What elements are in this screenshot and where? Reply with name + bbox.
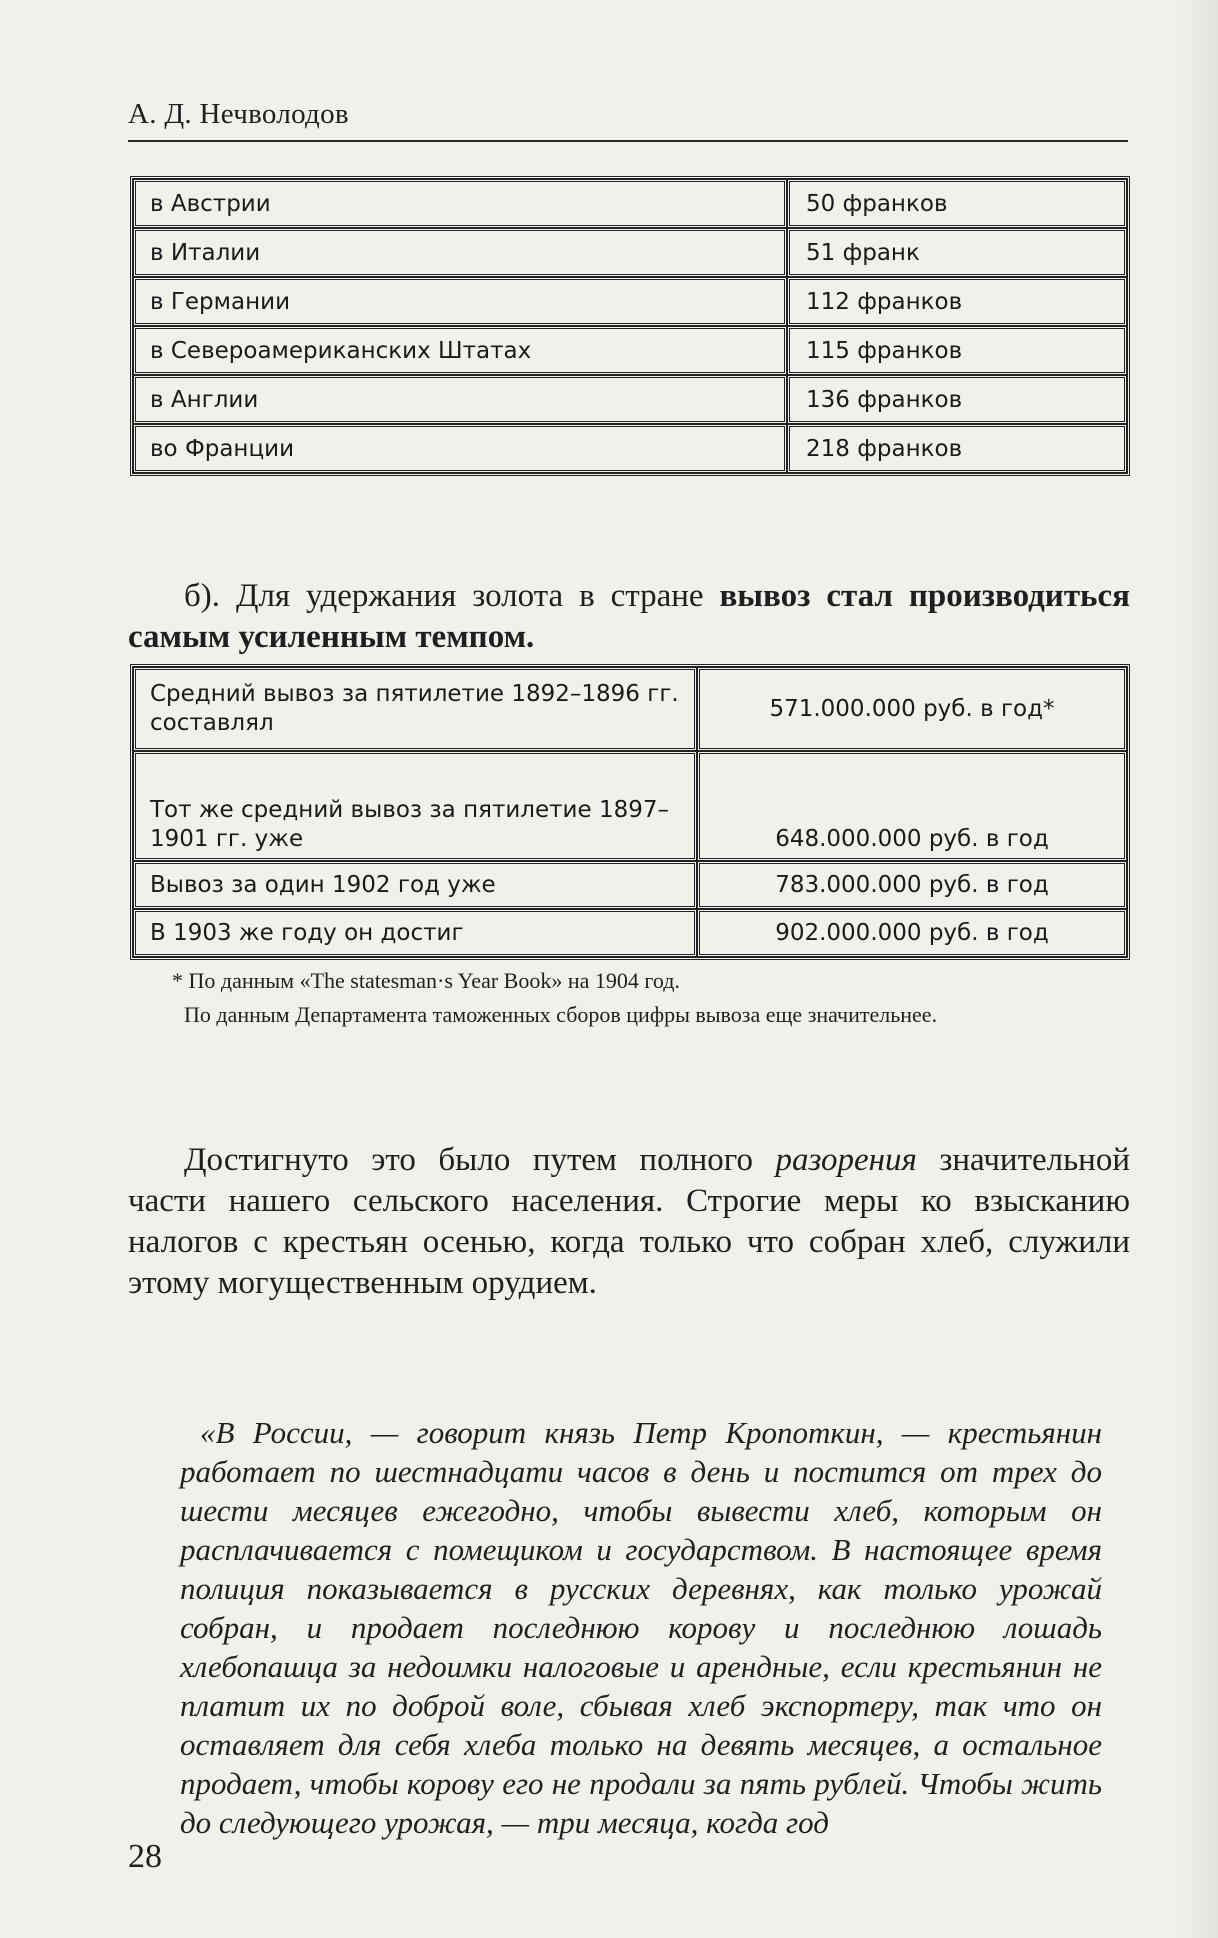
value-cell: 783.000.000 руб. в год — [697, 861, 1127, 909]
header-rule — [128, 140, 1128, 142]
value-cell: 51 франк — [787, 228, 1127, 277]
table-row — [133, 179, 1127, 228]
value-cell: 902.000.000 руб. в год — [697, 909, 1127, 957]
country-cell: в Германии — [133, 277, 787, 326]
country-cell: в Италии — [133, 228, 787, 277]
label-cell: В 1903 же году он достиг — [133, 909, 697, 957]
label-cell: Средний вывоз за пятилетие 1892–1896 гг. составлял — [133, 667, 697, 751]
page-edge-shadow — [1178, 0, 1218, 1938]
running-header: А. Д. Нечволодов — [128, 98, 349, 130]
paragraph-b — [128, 576, 1130, 658]
paragraph-b-text: б). Для удержания золота в стране — [184, 578, 720, 614]
table-row — [133, 861, 1127, 909]
country-cell: в Североамериканских Штатах — [133, 326, 787, 375]
country-cell: во Франции — [133, 424, 787, 473]
table-row — [133, 228, 1127, 277]
emphasis-word: разорения — [775, 1142, 917, 1178]
label-cell: Вывоз за один 1902 год уже — [133, 861, 697, 909]
main-paragraph — [128, 1140, 1130, 1304]
table-row — [133, 667, 1127, 751]
footnote: * По данным «The statesman·s Year Book» на 1904 год. — [172, 968, 680, 993]
page-number: 28 — [128, 1838, 162, 1875]
value-cell: 218 франков — [787, 424, 1127, 473]
table-row — [133, 909, 1127, 957]
export-table — [130, 664, 1130, 960]
table-row — [133, 326, 1127, 375]
country-cell: в Австрии — [133, 179, 787, 228]
main-paragraph-end: значительной части нашего сельского населения. Строгие меры ко взысканию налогов с крестьян осенью, когда только что собран хлеб, служили этому могущественным орудием. — [128, 1142, 1130, 1301]
paragraph-b-bold: вывоз стал производиться самым усиленным темпом. — [128, 578, 1130, 655]
value-cell: 115 франков — [787, 326, 1127, 375]
customs-note: По данным Департамента таможенных сборов цифры вывоза еще значительнее. — [184, 1002, 938, 1027]
label-cell: Тот же средний вывоз за пятилетие 1897–1901 гг. уже — [133, 751, 697, 861]
table-row — [133, 751, 1127, 861]
value-cell: 50 франков — [787, 179, 1127, 228]
value-cell: 571.000.000 руб. в год* — [697, 667, 1127, 751]
kropotkin-quote: «В России, — говорит князь Петр Кропоткин, — крестьянин работает по шестнадцати часов в день и постится от трех до шести месяцев ежегодно, чтобы вывести хлеб, которым он расплачивается с помещиком и государством. В настоящее время полиция показывается в русских деревнях, как только урожай собран, и продает последнюю корову и последнюю лошадь хлебопашца за недоимки налоговые и арендные, если крестьянин не платит их по доброй воле, сбывая хлеб экспортеру, так что он оставляет для себя хлеба только на девять месяцев, а остальное продает, чтобы корову его не продали за пять рублей. Чтобы жить до следующего урожая, — три месяца, когда год — [180, 1415, 1102, 1840]
table-row — [133, 424, 1127, 473]
value-cell: 112 франков — [787, 277, 1127, 326]
value-cell: 648.000.000 руб. в год — [697, 751, 1127, 861]
country-cell: в Англии — [133, 375, 787, 424]
value-cell: 136 франков — [787, 375, 1127, 424]
table-row — [133, 375, 1127, 424]
gold-price-table — [130, 176, 1130, 476]
main-paragraph-start: Достигнуто это было путем полного — [184, 1142, 776, 1178]
table-row — [133, 277, 1127, 326]
